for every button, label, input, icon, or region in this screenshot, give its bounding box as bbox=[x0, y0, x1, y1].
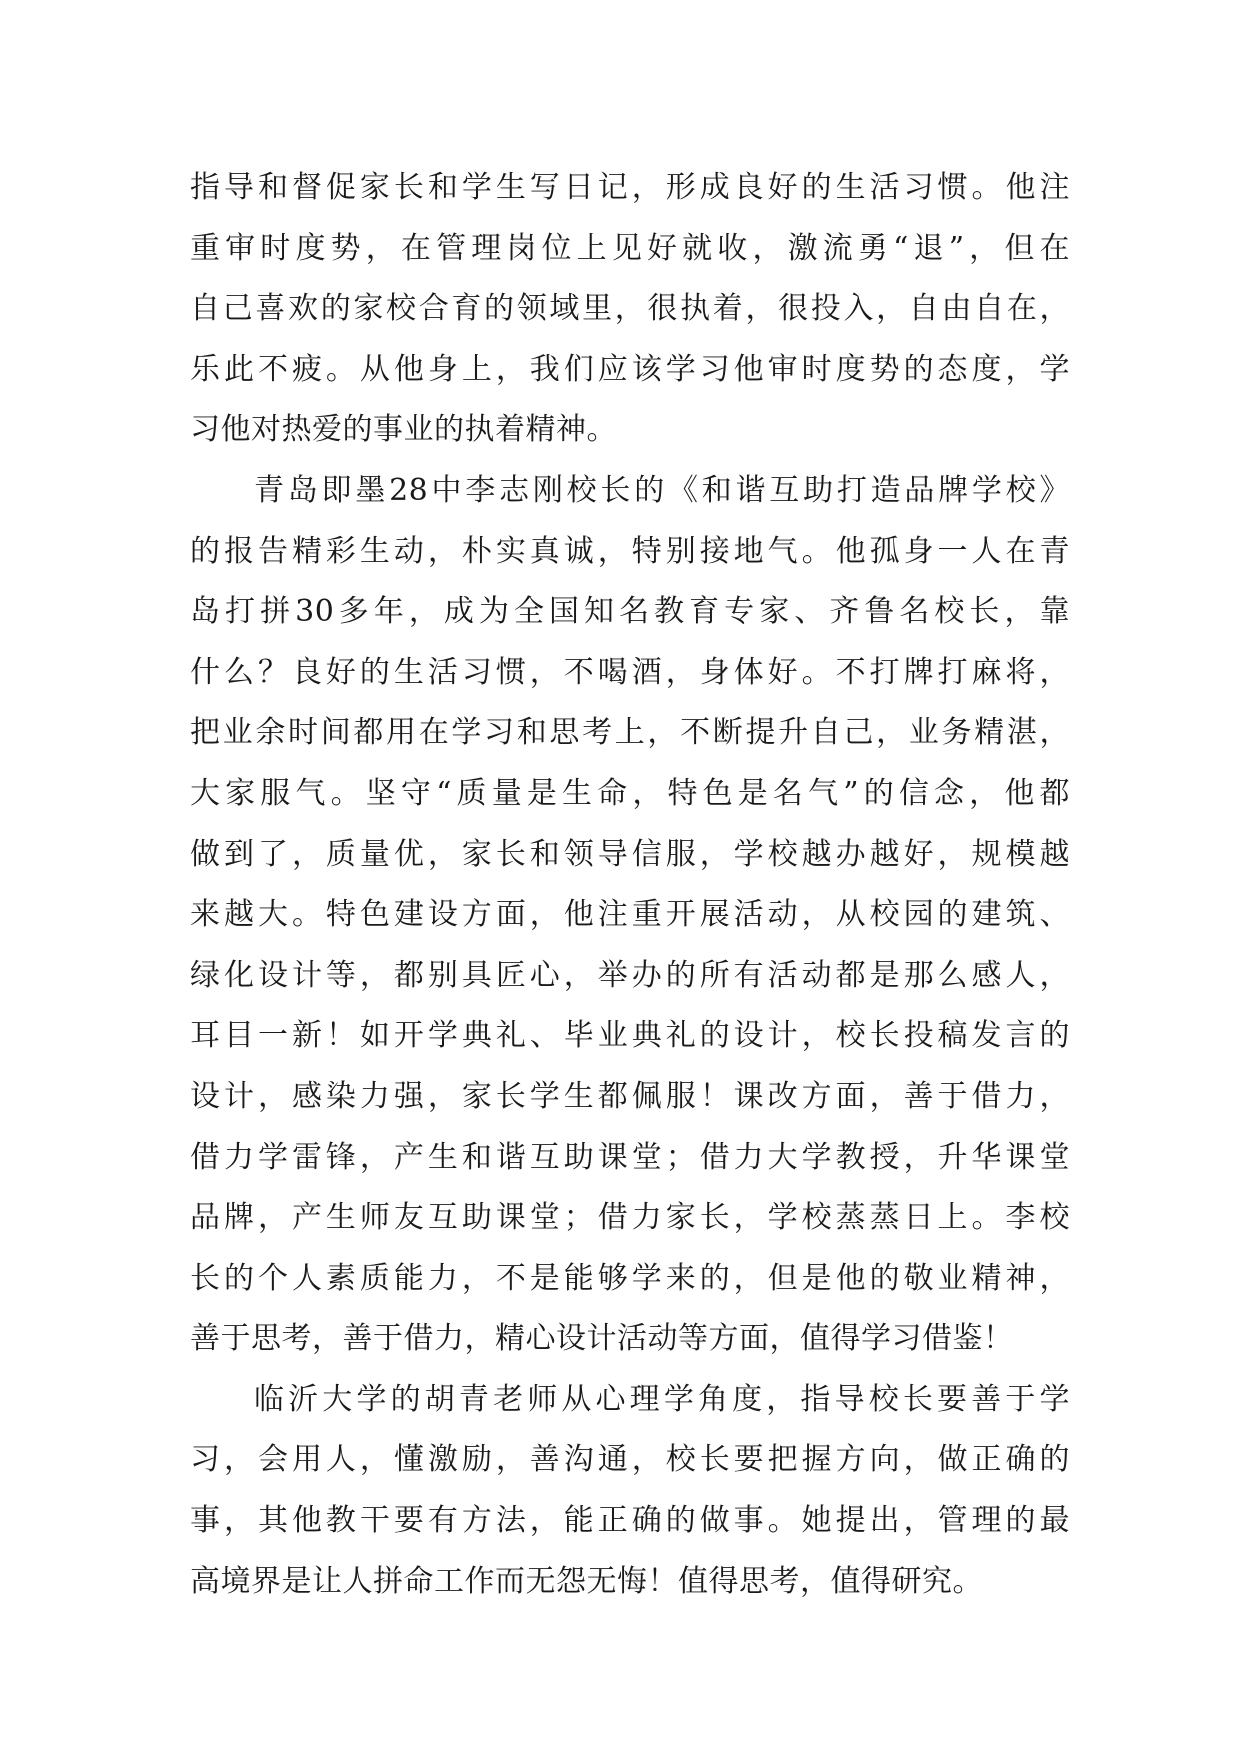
text-line: 自己喜欢的家校合育的领域里，很执着，很投入，自由自在， bbox=[190, 291, 1070, 327]
text-line: 青岛即墨28中李志刚校长的《和谐互助打造品牌学校》 bbox=[254, 472, 1070, 508]
text-line: 习他对热爱的事业的执着精神。 bbox=[190, 412, 617, 448]
text-line: 做到了，质量优，家长和领导信服，学校越办越好，规模越 bbox=[190, 836, 1070, 872]
text-line: 借力学雷锋，产生和谐互助课堂；借力大学教授，升华课堂 bbox=[190, 1139, 1070, 1175]
text-line: 重审时度势，在管理岗位上见好就收，激流勇“退”，但在 bbox=[190, 230, 1070, 266]
text-line: 临沂大学的胡青老师从心理学角度，指导校长要善于学 bbox=[254, 1381, 1070, 1417]
text-line: 的报告精彩生动，朴实真诚，特别接地气。他孤身一人在青 bbox=[190, 533, 1070, 569]
body-text bbox=[190, 158, 1070, 1612]
text-line: 把业余时间都用在学习和思考上，不断提升自己，业务精湛， bbox=[190, 715, 1070, 751]
text-line: 岛打拼30多年，成为全国知名教育专家、齐鲁名校长，靠 bbox=[190, 594, 1070, 630]
paragraph-3 bbox=[190, 1370, 1070, 1612]
paragraph-2 bbox=[190, 461, 1070, 1370]
text-line: 善于思考，善于借力，精心设计活动等方面，值得学习借鉴！ bbox=[190, 1321, 1014, 1357]
text-line: 绿化设计等，都别具匠心，举办的所有活动都是那么感人， bbox=[190, 957, 1070, 993]
text-line: 来越大。特色建设方面，他注重开展活动，从校园的建筑、 bbox=[190, 897, 1070, 933]
text-line: 高境界是让人拼命工作而无怨无悔！值得思考，值得研究。 bbox=[190, 1563, 983, 1599]
text-line: 设计，感染力强，家长学生都佩服！课改方面，善于借力， bbox=[190, 1078, 1070, 1114]
paragraph-1 bbox=[190, 158, 1070, 461]
text-line: 品牌，产生师友互助课堂；借力家长，学校蒸蒸日上。李校 bbox=[190, 1200, 1070, 1236]
text-line: 乐此不疲。从他身上，我们应该学习他审时度势的态度，学 bbox=[190, 351, 1070, 387]
text-line: 指导和督促家长和学生写日记，形成良好的生活习惯。他注 bbox=[190, 170, 1070, 205]
text-line: 大家服气。坚守“质量是生命，特色是名气”的信念，他都 bbox=[190, 775, 1070, 811]
text-line: 什么？良好的生活习惯，不喝酒，身体好。不打牌打麻将， bbox=[190, 654, 1070, 690]
text-line: 耳目一新！如开学典礼、毕业典礼的设计，校长投稿发言的 bbox=[190, 1018, 1070, 1054]
text-line: 事，其他教干要有方法，能正确的做事。她提出，管理的最 bbox=[190, 1503, 1070, 1539]
text-line: 长的个人素质能力，不是能够学来的，但是他的敬业精神， bbox=[190, 1260, 1070, 1296]
text-line: 习，会用人，懂激励，善沟通，校长要把握方向，做正确的 bbox=[190, 1442, 1070, 1478]
